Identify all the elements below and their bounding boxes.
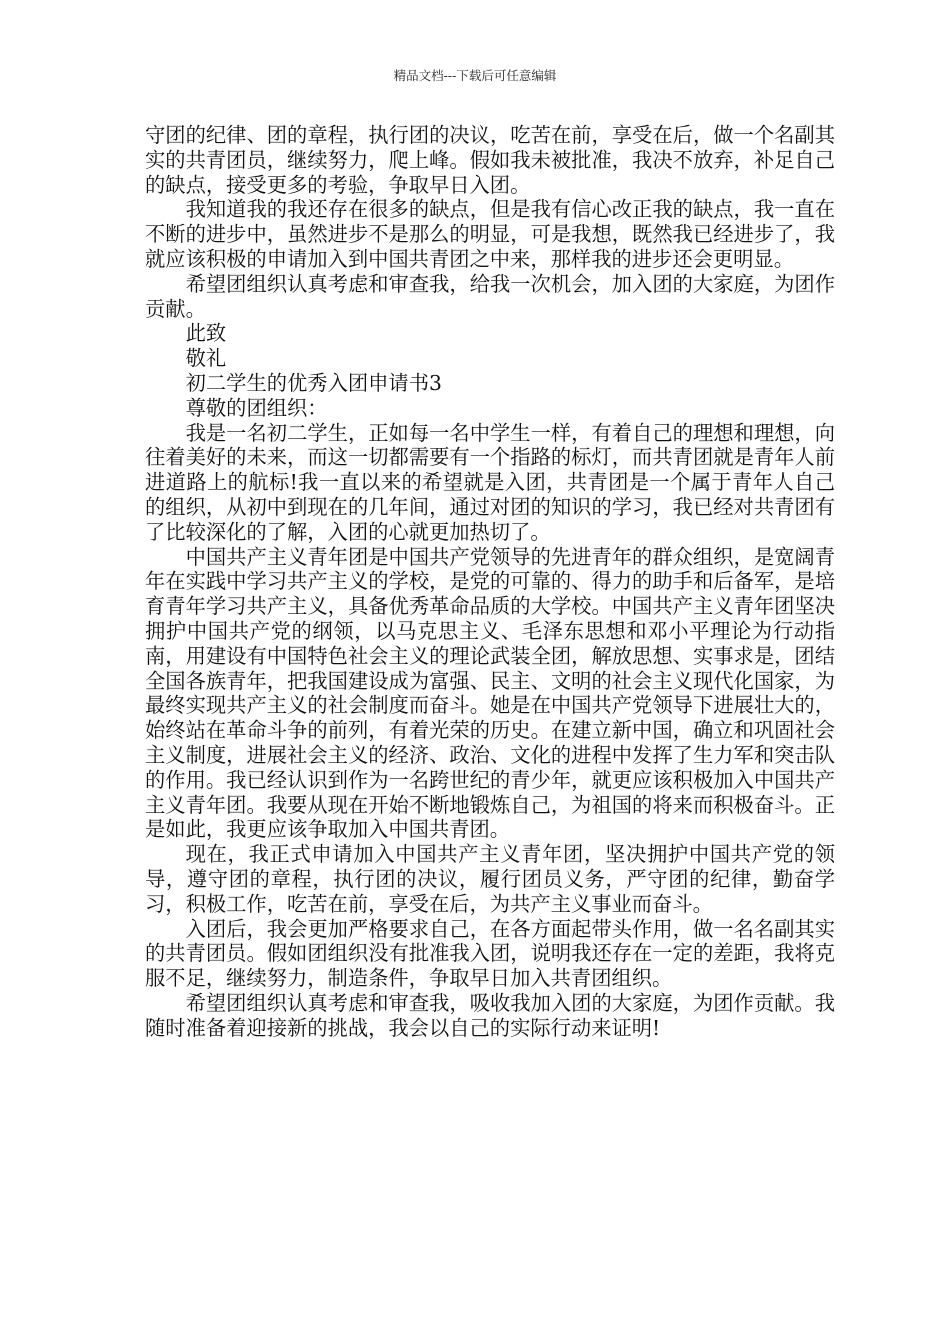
- paragraph: 我知道我的我还存在很多的缺点，但是我有信心改正我的缺点，我一直在不断的进步中，虽然进步不是那么的明显，可是我想，既然我已经进步了，我就应该积极的申请加入到中国共青团之中来，那样我的进步还会更明显。: [145, 197, 835, 271]
- paragraph: 守团的纪律、团的章程，执行团的决议，吃苦在前，享受在后，做一个名副其实的共青团员，继续努力，爬上峰。假如我未被批准，我决不放弃，补足自己的缺点，接受更多的考验，争取早日入团。: [145, 123, 835, 197]
- paragraph: 中国共产主义青年团是中国共产党领导的先进青年的群众组织，是宽阔青年在实践中学习共产主义的学校，是党的可靠的、得力的助手和后备军，是培育青年学习共产主义，具备优秀革命品质的大学校。中国共产主义青年团坚决拥护中国共产党的纲领，以马克思主义、毛泽东思想和邓小平理论为行动指南，用建设有中国特色社会主义的理论武装全团，解放思想、实事求是，团结全国各族青年，把我国建设成为富强、民主、文明的社会主义现代化国家，为最终实现共产主义的社会制度而奋斗。她是在中国共产党领导下进展壮大的，始终站在革命斗争的前列，有着光荣的历史。在建立新中国，确立和巩固社会主义制度，进展社会主义的经济、政治、文化的进程中发挥了生力军和突击队的作用。我已经认识到作为一名跨世纪的青少年，就更应该积极加入中国共产主义青年团。我要从现在开始不断地锻炼自己，为祖国的将来而积极奋斗。正是如此，我更应该争取加入中国共青团。: [145, 544, 835, 842]
- salutation-line: 敬礼: [185, 346, 227, 371]
- salutation-line: 此致: [185, 321, 227, 346]
- paragraph: 希望团组织认真考虑和审查我，给我一次机会，加入团的大家庭，为团作贡献。: [145, 271, 835, 321]
- document-body: [145, 123, 835, 1040]
- page-header: 精品文档---下载后可任意编辑: [393, 68, 557, 83]
- greeting-line: 尊敬的团组织：: [185, 395, 328, 420]
- paragraph: 现在，我正式申请加入中国共产主义青年团，坚决拥护中国共产党的领导，遵守团的章程，执行团的决议，履行团员义务，严守团的纪律，勤奋学习，积极工作，吃苦在前，享受在后，为共产主义事业而奋斗。: [145, 842, 835, 916]
- section-title: 初二学生的优秀入团申请书3: [185, 370, 442, 395]
- paragraph: 希望团组织认真考虑和审查我，吸收我加入团的大家庭，为团作贡献。我随时准备着迎接新的挑战，我会以自己的实际行动来证明!: [145, 990, 835, 1040]
- paragraph: 我是一名初二学生，正如每一名中学生一样，有着自己的理想和理想，向往着美好的未来，而这一切都需要有一个指路的标灯，而共青团就是青年人前进道路上的航标!我一直以来的希望就是入团，共青团是一个属于青年人自己的组织，从初中到现在的几年间，通过对团的知识的学习，我已经对共青团有了比较深化的了解，入团的心就更加热切了。: [145, 420, 835, 544]
- paragraph: 入团后，我会更加严格要求自己，在各方面起带头作用，做一名名副其实的共青团员。假如团组织没有批准我入团，说明我还存在一定的差距，我将克服不足，继续努力，制造条件，争取早日加入共青团组织。: [145, 916, 835, 991]
